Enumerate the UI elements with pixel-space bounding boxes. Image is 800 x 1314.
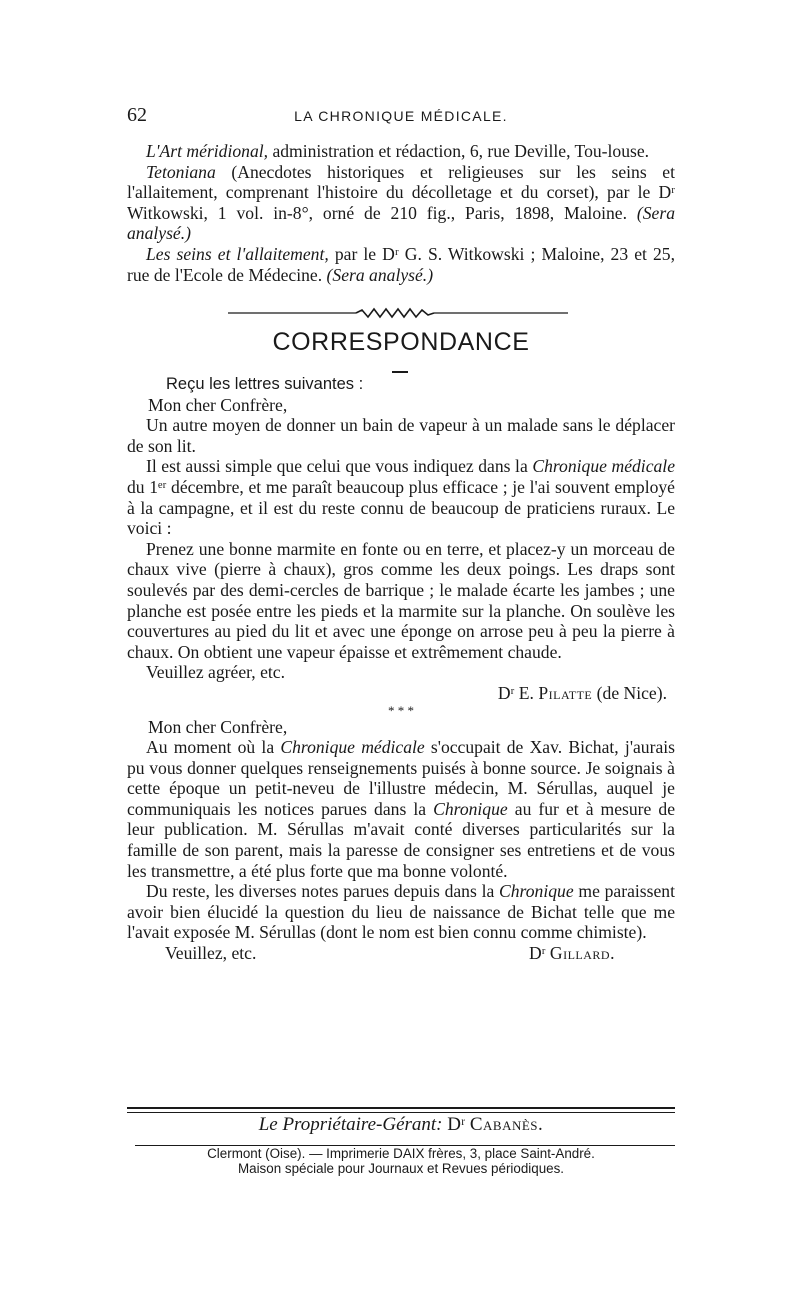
letter1-paragraph: Un autre moyen de donner un bain de vapeur à un malade sans le déplacer de son lit. bbox=[127, 415, 675, 456]
book-title: Tetoniana bbox=[146, 161, 216, 182]
letter1-paragraph: Il est aussi simple que celui que vous indiquez dans la Chronique médicale du 1ᵉʳ décembre, et me paraît beaucoup plus efficace ; je l'ai souvent employé à la campagne, et il est du reste connu de beaucoup de praticiens ruraux. Le voici : bbox=[127, 456, 676, 539]
book-notice-tetoniana: Tetoniana (Anecdotes historiques et religieuses sur les seins et l'allaitement, comprenant l'histoire du décolletage et du corset), par le Dʳ Witkowski, 1 vol. in-8°, orné de 210 fig., Paris, 1898, Maloine. (Sera analysé.) bbox=[127, 161, 675, 244]
page-header bbox=[127, 104, 675, 134]
review-note: (Sera analysé.) bbox=[127, 202, 675, 244]
letter2-closing: Veuillez, etc. bbox=[165, 943, 257, 964]
book-notices bbox=[127, 141, 675, 285]
footer-rule bbox=[127, 1107, 675, 1109]
imprint-line: Maison spéciale pour Journaux et Revues périodiques. bbox=[237, 1161, 565, 1176]
book-title: Les seins et l'allaitement, bbox=[146, 243, 329, 264]
title-dash bbox=[392, 371, 408, 373]
letter2-paragraph: Du reste, les diverses notes parues depuis dans la Chronique me paraissent avoir bien élucidé la question du lieu de naissance de Bichat telle que me l'avait exposée M. Sérullas (dont le nom est bien connu comme chimiste). bbox=[127, 881, 675, 943]
letter2-paragraph: Au moment où la Chronique médicale s'occupait de Xav. Bichat, j'aurais pu vous donner quelques renseignements puisés à bonne source. Je soignais à cette époque un petit-neveu de l'illustre médecin, M. Sérullas, auquel je communiquais les notices parues dans la Chronique au fur et à mesure de leur publication. M. Sérullas m'avait conté diverses particularités sur la famille de son parent, mais la paresse de consigner ses entretiens et de vous les transmettre, a été plus forte que ma bonne volonté. bbox=[127, 737, 675, 881]
book-notice-art-meridional: L'Art méridional, administration et rédaction, 6, rue Deville, Tou-louse. bbox=[146, 141, 650, 161]
letter1-salutation: Mon cher Confrère, bbox=[148, 394, 288, 415]
gerant-name: Cabanès. bbox=[469, 1114, 544, 1135]
letter1-paragraph: Prenez une bonne marmite en fonte ou en terre, et placez-y un morceau de chaux vive (pierre à chaux), gros comme les deux poings. Les draps sont soulevés par des demi-cercles de barrique ; le malade écarte les jambes ; une planche est posée entre les pieds et la marmite sur la planche. On soulève les couvertures au pied du lit et avec une éponge on arrose peu à peu la pierre à chaux. On obtient une vapeur épaisse et extrêmement chaude. bbox=[127, 538, 675, 662]
letter2-salutation: Mon cher Confrère, bbox=[148, 716, 288, 737]
running-title: LA CHRONIQUE MÉDICALE. bbox=[294, 108, 508, 124]
review-note: (Sera analysé.) bbox=[326, 264, 434, 285]
letter2-closing-line bbox=[127, 943, 675, 964]
printer-imprint bbox=[127, 1146, 675, 1176]
asterism: * * * bbox=[388, 702, 414, 718]
letter1-closing: Veuillez agréer, etc. bbox=[146, 662, 285, 683]
page-number: 62 bbox=[127, 104, 147, 126]
section-title: CORRESPONDANCE bbox=[272, 328, 530, 356]
footer-rule-thin bbox=[127, 1112, 675, 1113]
received-intro: Reçu les lettres suivantes : bbox=[166, 375, 364, 393]
book-notice-les-seins: Les seins et l'allaitement, par le Dʳ G. S. Witkowski ; Maloine, 23 et 25, rue de l'Ecole de Médecine. (Sera analysé.) bbox=[127, 243, 675, 285]
letter2-signature: Dʳ Gillard. bbox=[528, 943, 615, 964]
gerant-label: Le Propriétaire-Gérant: bbox=[258, 1114, 443, 1135]
ornamental-divider bbox=[228, 306, 568, 320]
correspondence-body bbox=[127, 374, 675, 964]
letter1-signature: Dʳ E. Pilatte (de Nice). bbox=[497, 682, 667, 703]
imprint-line: Clermont (Oise). — Imprimerie DAIX frères, 3, place Saint-André. bbox=[207, 1146, 595, 1161]
publisher-line: Le Propriétaire-Gérant: Dʳ Cabanès. bbox=[258, 1114, 544, 1135]
book-title: L'Art méridional, bbox=[146, 141, 269, 161]
